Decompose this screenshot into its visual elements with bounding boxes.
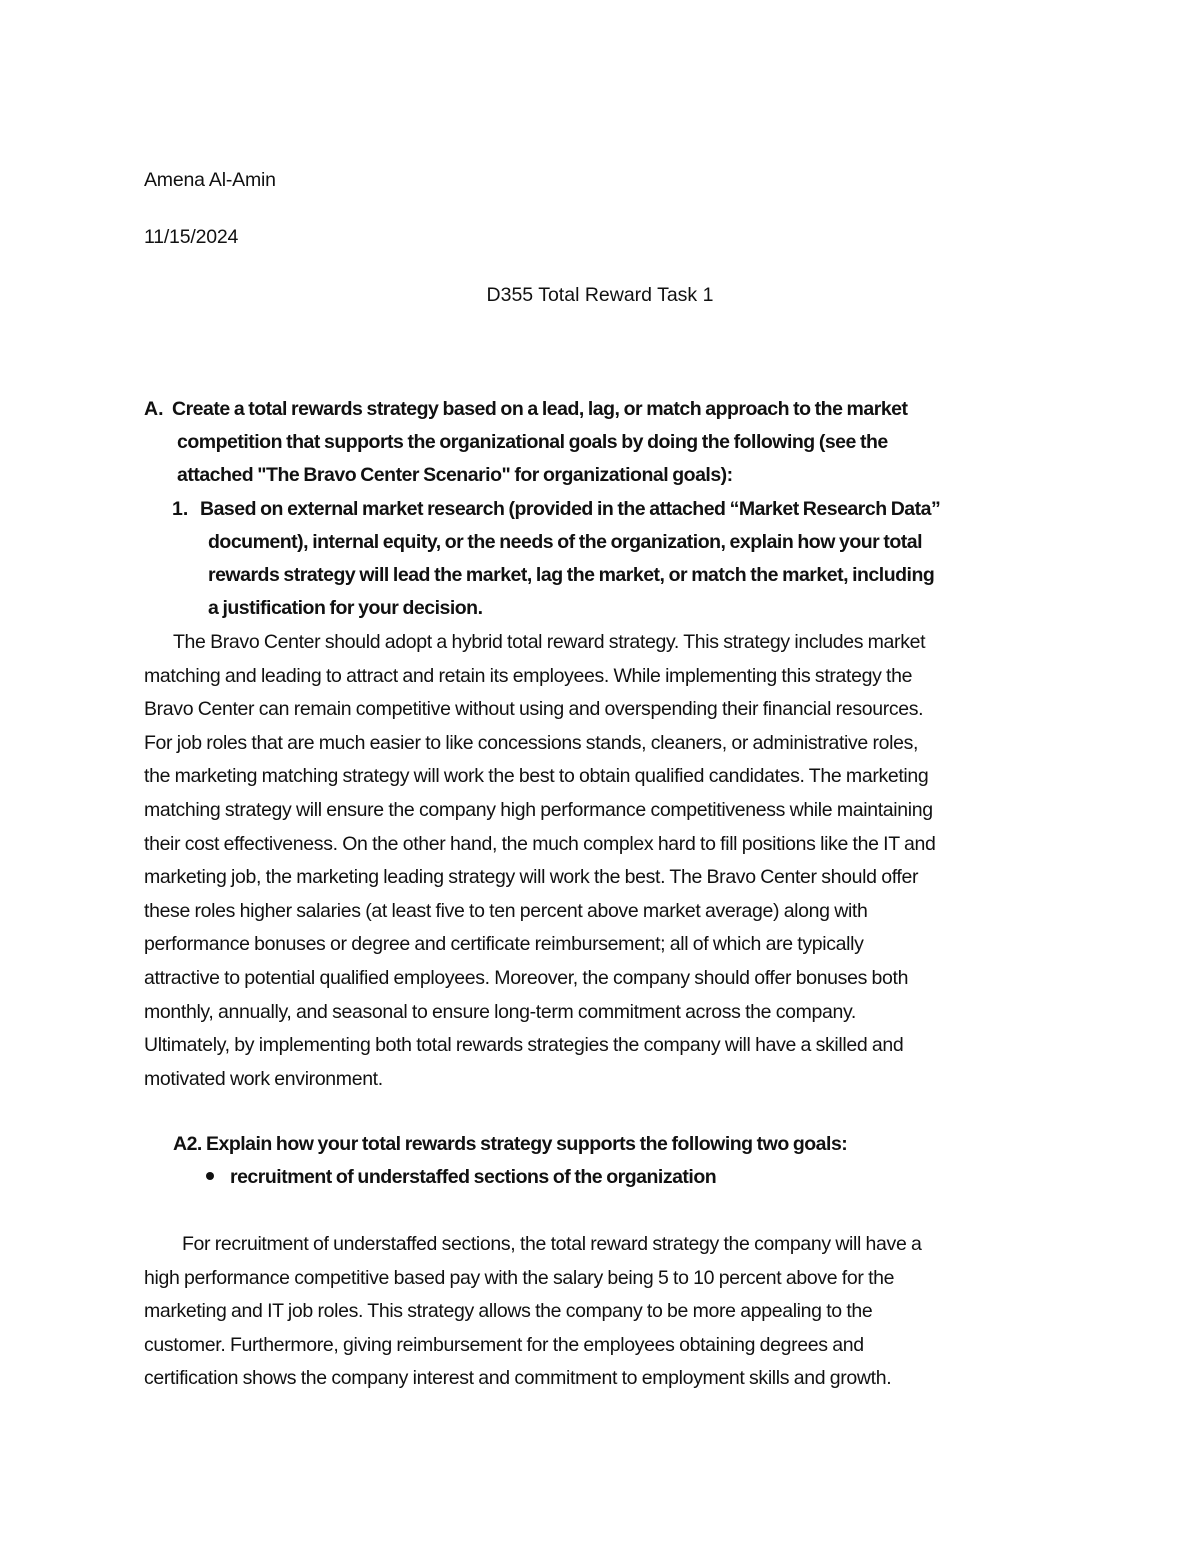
answer-1-line: matching strategy will ensure the company high performance competitiveness while maintaining — [144, 798, 933, 821]
answer-1-line: The Bravo Center should adopt a hybrid total reward strategy. This strategy includes market — [173, 631, 926, 653]
answer-1-line: their cost effectiveness. On the other hand, the much complex hard to fill positions like the IT and — [144, 832, 936, 855]
section-a2-heading-text: A2. Explain how your total rewards strategy supports the following two goals: — [173, 1133, 848, 1155]
document-title: D355 Total Reward Task 1 — [486, 284, 714, 306]
answer-1-line: motivated work environment. — [144, 1067, 383, 1090]
answer-1-line: Ultimately, by implementing both total rewards strategies the company will have a skilled and — [144, 1034, 904, 1057]
answer-1-line: monthly, annually, and seasonal to ensure long-term commitment across the company. — [144, 1000, 856, 1023]
answer-1-paragraph — [144, 626, 1056, 1096]
section-a-heading — [172, 393, 908, 492]
answer-a2-line: For recruitment of understaffed sections, the total reward strategy the company will have a — [182, 1233, 922, 1255]
answer-a2-paragraph — [144, 1228, 1056, 1396]
answer-1-line: performance bonuses or degree and certificate reimbursement; all of which are typically — [144, 933, 864, 956]
answer-a2-line: customer. Furthermore, giving reimbursement for the employees obtaining degrees and — [144, 1333, 864, 1356]
section-a-line: Create a total rewards strategy based on a lead, lag, or match approach to the market — [172, 398, 908, 420]
answer-a2-line: marketing and IT job roles. This strategy allows the company to be more appealing to the — [144, 1300, 873, 1323]
item-1-marker: 1. — [172, 498, 189, 520]
item-1-line: rewards strategy will lead the market, lag the market, or match the market, including — [208, 564, 935, 586]
document-date: 11/15/2024 — [144, 226, 239, 248]
answer-a2-line: high performance competitive based pay with the salary being 5 to 10 percent above for the — [144, 1266, 895, 1289]
answer-1-line: For job roles that are much easier to like concessions stands, cleaners, or administrative roles, — [144, 731, 919, 754]
answer-a2-line: certification shows the company interest and commitment to employment skills and growth. — [144, 1367, 892, 1390]
item-1-line: document), internal equity, or the needs of the organization, explain how your total — [208, 531, 923, 553]
answer-1-line: these roles higher salaries (at least five to ten percent above market average) along with — [144, 899, 868, 922]
section-a2-heading — [173, 1128, 847, 1161]
answer-1-line: Bravo Center can remain competitive without using and overspending their financial resources. — [144, 698, 924, 721]
bullet-icon — [206, 1172, 214, 1180]
section-a-line: competition that supports the organizational goals by doing the following (see the — [177, 431, 888, 453]
section-a-marker: A. — [144, 398, 164, 420]
item-1-line: a justification for your decision. — [208, 597, 483, 619]
author-name: Amena Al-Amin — [144, 169, 276, 191]
answer-1-line: the marketing matching strategy will work the best to obtain qualified candidates. The marketing — [144, 765, 929, 788]
answer-1-line: marketing job, the marketing leading strategy will work the best. The Bravo Center should offer — [144, 866, 919, 889]
answer-1-line: matching and leading to attract and retain its employees. While implementing this strategy the — [144, 664, 913, 687]
item-1-heading — [200, 493, 940, 625]
section-a-line: attached "The Bravo Center Scenario" for organizational goals): — [177, 464, 733, 486]
section-a2-bullet-text: recruitment of understaffed sections of the organization — [230, 1166, 717, 1188]
item-1-line: Based on external market research (provided in the attached “Market Research Data” — [200, 498, 941, 520]
answer-1-line: attractive to potential qualified employees. Moreover, the company should offer bonuses both — [144, 966, 909, 989]
section-a2-bullet — [230, 1161, 716, 1194]
